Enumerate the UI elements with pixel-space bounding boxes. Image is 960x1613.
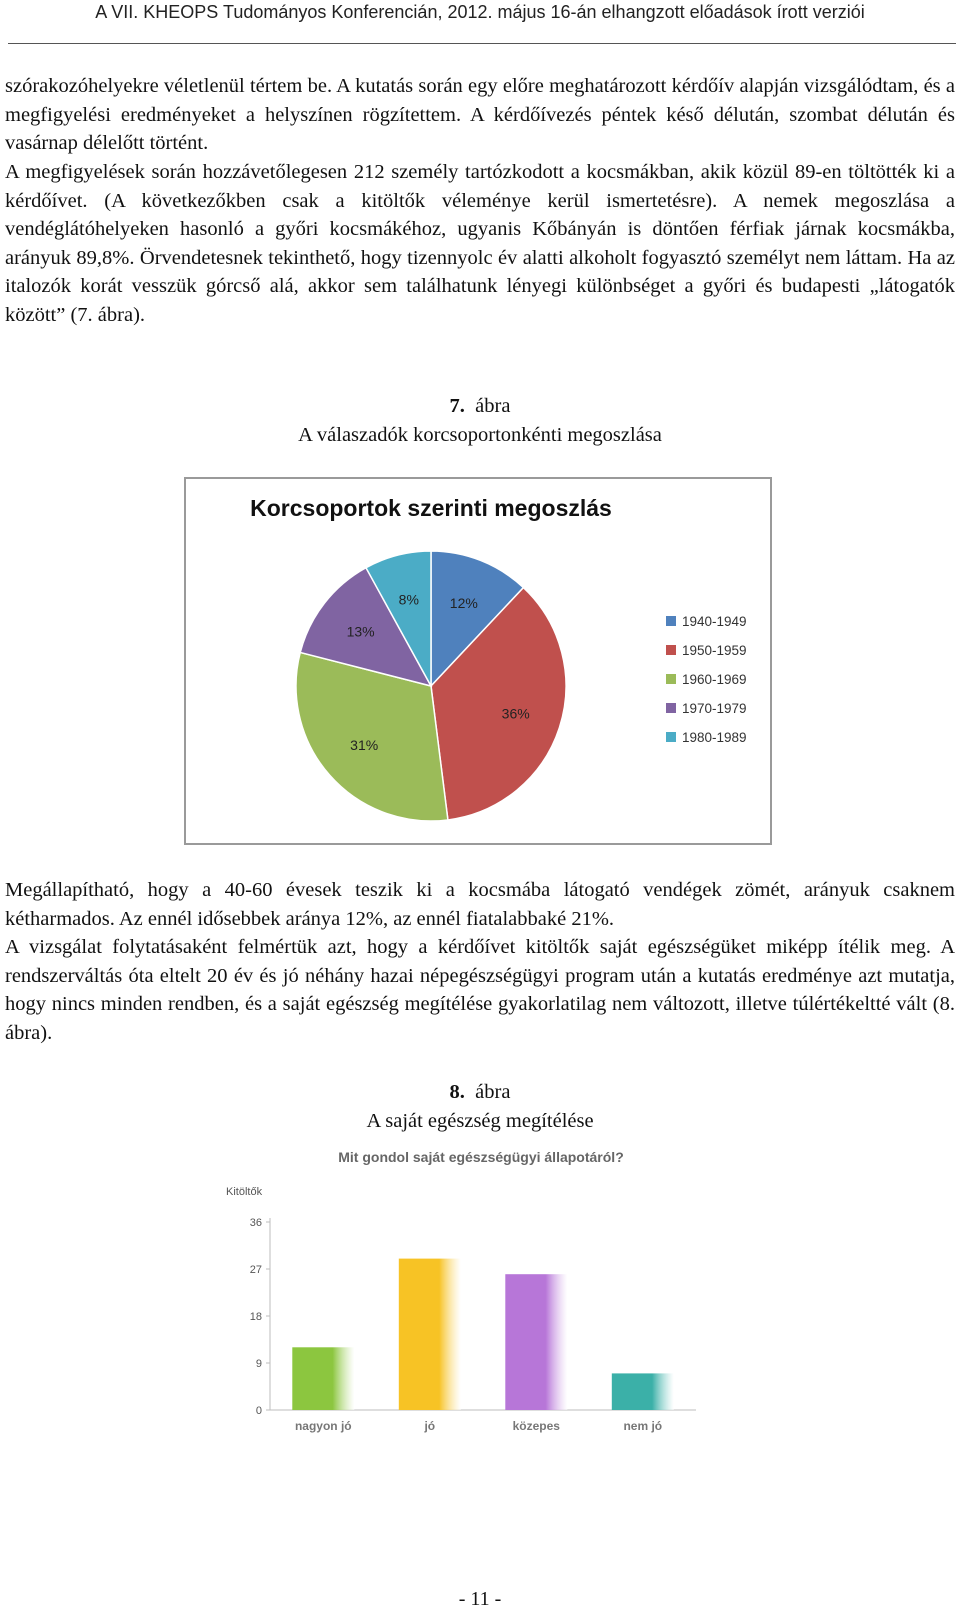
- legend-label: 1960-1969: [682, 672, 747, 687]
- legend-swatch: [666, 703, 676, 713]
- pie-slice-label: 12%: [449, 595, 478, 612]
- running-header: A VII. KHEOPS Tudományos Konferencián, 2012. május 16-án elhangzott előadások írott verziói: [95, 2, 865, 22]
- figure-7-word: ábra: [475, 395, 511, 417]
- bar-jó: [399, 1259, 461, 1410]
- figure-8-number: 8.: [449, 1081, 465, 1103]
- y-tick-label: 9: [255, 1358, 262, 1370]
- bar-chart: [226, 1140, 774, 1520]
- legend-swatch: [666, 616, 676, 626]
- x-tick-label: jó: [424, 1419, 436, 1433]
- y-tick-label: 18: [249, 1311, 262, 1323]
- x-tick-label: nagyon jó: [294, 1419, 352, 1433]
- bar-chart-ylabel: Kitöltők: [226, 1186, 263, 1198]
- figure-8-caption: A saját egészség megítélése: [366, 1110, 594, 1132]
- pie-slice-label: 36%: [501, 705, 530, 722]
- paragraph-4: A vizsgálat folytatásaként felmértük azt, hogy a kérdőívet kitöltők saját egészségüket miképp ítélik meg. A rendszerváltás óta eltelt 20 év és jó néhány hazai népegészségügyi program után a kutatás eredménye azt mutatja, hogy nincs minden rendben, és a saját egészség megítélése gyakorlatilag nem változott, illetve túlértékeltté vált (8. ábra).: [5, 936, 955, 1044]
- paragraph-2: A megfigyelések során hozzávetőlegesen 212 személy tartózkodott a kocsmákban, akik közül 89-en töltötték ki a kérdőívet. (A következőkben csak a kitöltők véleménye kerül ismertetésre). A nemek megoszlása a vendéglátóhelyeken hasonló a győri kocsmákéhoz, ugyanis Kőbányán is döntően férfiak járnak kocsmákba, arányuk 89,8%. Örvendetesnek tekinthető, hogy tizennyolc év alatti alkoholt fogyasztó személyt nem láttam. Ha az italozók korát vesszük górcső alá, akkor sem találhatunk lényegi különbséget a győri és budapesti „látogatók között” (7. ábra).: [5, 161, 955, 326]
- figure-7-caption: A válaszadók korcsoportonkénti megoszlása: [298, 424, 662, 446]
- legend-label: 1970-1979: [682, 701, 747, 716]
- x-tick-label: nem jó: [623, 1419, 663, 1433]
- pie-slice-label: 13%: [346, 623, 375, 640]
- page-number: - 11 -: [458, 1588, 502, 1610]
- figure-8-heading: [0, 1078, 960, 1106]
- y-tick-label: 27: [249, 1264, 262, 1276]
- bar-nem jó: [612, 1373, 674, 1410]
- pie-chart-frame: [184, 477, 772, 845]
- pie-slice-label: 31%: [350, 736, 379, 753]
- legend-swatch: [666, 732, 676, 742]
- figure-8-word: ábra: [475, 1081, 511, 1103]
- legend-label: 1950-1959: [682, 643, 747, 658]
- legend-swatch: [666, 674, 676, 684]
- legend-label: 1940-1949: [682, 614, 747, 629]
- pie-chart-title: Korcsoportok szerinti megoszlás: [250, 495, 612, 521]
- legend-swatch: [666, 645, 676, 655]
- y-tick-label: 0: [255, 1405, 262, 1417]
- header-rule: [8, 43, 956, 44]
- legend-label: 1980-1989: [682, 730, 747, 745]
- bar-nagyon jó: [292, 1347, 354, 1410]
- paragraph-1: szórakozóhelyekre véletlenül tértem be. A kutatás során egy előre meghatározott kérdőív alapján vizsgálódtam, és a megfigyelési eredményeket a helyszínen rögzítettem. A kérdőívezés péntek késő délután, szombat délután és vasárnap délelőtt történt.: [5, 75, 955, 155]
- pie-chart: [186, 479, 770, 843]
- x-tick-label: közepes: [512, 1419, 560, 1433]
- paragraph-3: Megállapítható, hogy a 40-60 évesek teszik ki a kocsmába látogató vendégek zömét, arányuk csaknem kétharmados. Az ennél idősebbek aránya 12%, az ennél fiatalabbaké 21%.: [5, 879, 955, 930]
- y-tick-label: 36: [249, 1217, 262, 1229]
- pie-slice-label: 8%: [398, 591, 419, 608]
- bar-közepes: [505, 1274, 567, 1410]
- figure-7-heading: [0, 392, 960, 420]
- bar-chart-title: Mit gondol saját egészségügyi állapotáról?: [338, 1149, 624, 1165]
- figure-7-number: 7.: [449, 395, 465, 417]
